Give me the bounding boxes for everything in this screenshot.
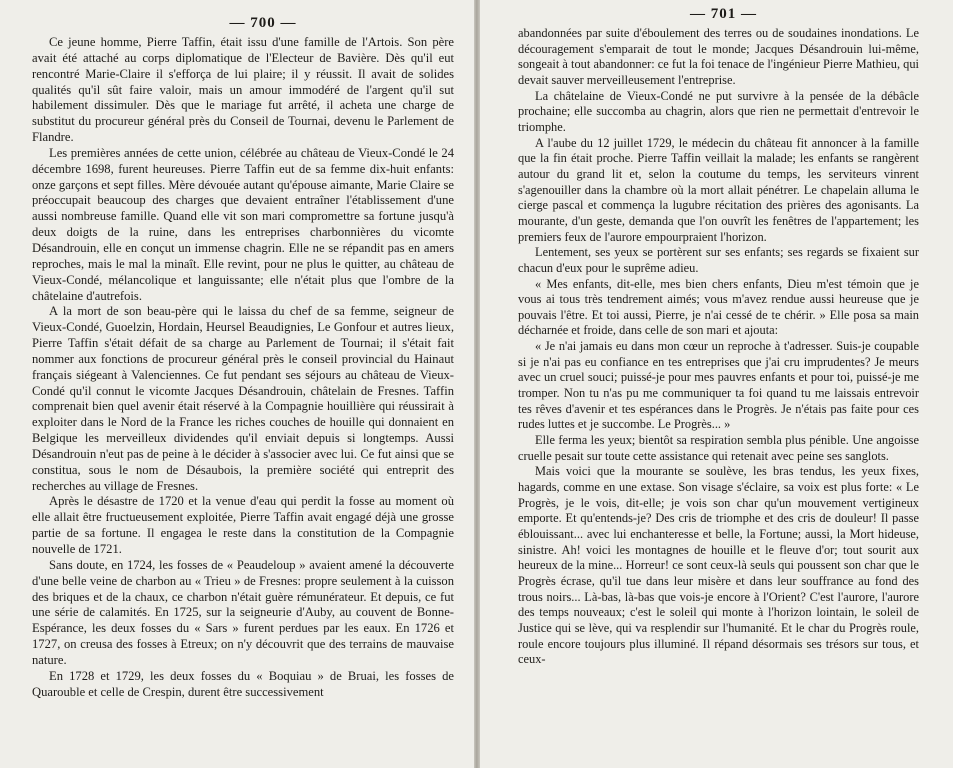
paragraph: A la mort de son beau-père qui le laissa du chef de sa femme, seigneur de Vieux-Condé, Guoelzin, Hordain, Heursel Beaudignies, Le Gonfour et autres lieux, Pierre Taffin s'était défait de sa charge au Parlement de Tournai; il s'était fait nommer aux fonctions de procureur général près le conseil provincial du Hainaut français siégeant à Valenciennes. Ce fut pendant ses séjours au château de Vieux-Condé qu'il connut le vicomte Jacques Désandrouin, châtelain de Fresnes. Taffin comprenait bien quel avenir était réservé à la Compagnie houillière qui réussirait à exploiter dans le Nord de la France les riches couches de houille qui donnaient en Belgique les merveilleux dividendes qu'il enviait depuis si longtemps. Aussi Désandrouin n'eut pas de peine à le décider à s'associer avec lui. Ce fut ainsi que se constitua, sous le nom de Désaubois, la première société qui entreprit des recherches au village de Fresnes. — [32, 304, 454, 493]
paragraph: A l'aube du 12 juillet 1729, le médecin du château fit annoncer à la famille que la fin était proche. Pierre Taffin veillait la malade; les enfants se rangèrent autour du grand lit et, selon la coutume du temps, les serviteurs vinrent s'agenouiller dans la chambre où la mort allait pénétrer. Le chapelain alluma le cierge pascal et commença la lugubre récitation des prières des agonisants. La mourante, d'un geste, demanda que l'on ouvrît les fenêtres de l'appartement; les premiers feux de l'aurore empourpraient l'horizon. — [518, 135, 919, 244]
page-number: — 701 — — [690, 6, 757, 22]
paragraph: Mais voici que la mourante se soulève, les bras tendus, les yeux fixes, hagards, comme en une extase. Son visage s'éclaire, sa voix est plus forte: « Le Progrès, je le vois, dit-elle; je vois son char qu'un mouvement vertigineux emporte. Et qu'entends-je? Des cris de triomphe et des cris de douleur! Il passe éblouissant... avec lui enchanteresse et belle, la Fortune; aussi, la Mort hideuse, sinistre. Ah! voici les montagnes de houille et le fleuve d'or; tout sourit aux heureux de la mine... Horreur! ce sont ceux-là seuls qui poussent son char que le Progrès écrase, qu'il tue dans leur misère et dans leur souffrance au fond des trous noirs... Là-bas, là-bas que vois-je encore à l'Orient? C'est l'aurore, l'aurore des temps nouveaux; c'est le soleil qui monte à l'horizon lointain, le soleil de Justice qui se lève, qui va resplendir sur l'humanité. Et le char du Progrès roule, roule encore toujours plus illuminé. Il répand désormais ses trésors sur tous, et ceux- — [518, 464, 919, 667]
paragraph: Ce jeune homme, Pierre Taffin, était issu d'une famille de l'Artois. Son père avait été attaché au corps diplomatique de l'Electeur de Bavière. Dès qu'il eut rencontré Marie-Claire il s'efforça de lui plaire; il y réussit. Il avait de solides qualités qu'il sût faire valoir, mais un amour immodéré de l'argent qu'il sut habilement dissimuler. Dès que le mariage fut arrêté, il acheta une charge de substitut du procureur général près du Conseil de Tournai, devenu le Parlement de Flandre. — [32, 35, 454, 145]
page-text — [32, 35, 454, 700]
paragraph: « Mes enfants, dit-elle, mes bien chers enfants, Dieu m'est témoin que je vous ai tous très tendrement aimés; vous m'avez rendue aussi heureuse que je pouvais l'être. Et toi aussi, Pierre, je n'ai cessé de te chérir. » Elle posa sa main décharnée et froide, dans celle de son mari et ajouta: — [518, 276, 919, 338]
paragraph: Elle ferma les yeux; bientôt sa respiration sembla plus pénible. Une angoisse cruelle pesait sur toute cette assistance qui retenait avec peine ses sanglots. — [518, 433, 919, 463]
paragraph: Lentement, ses yeux se portèrent sur ses enfants; ses regards se fixaient sur chacun d'eux pour le suprême adieu. — [518, 245, 919, 275]
paragraph: abandonnées par suite d'éboulement des terres ou de soudaines inondations. Le découragement s'emparait de tout le monde; Jacques Désandrouin lui-même, songeait à tout abandonner: ce fut la foi tenace de l'ingénieur Pierre Mathieu, qui devait sauver merveilleusement l'entreprise. — [518, 26, 919, 87]
paragraph: « Je n'ai jamais eu dans mon cœur un reproche à t'adresser. Suis-je coupable si je n'ai pas eu confiance en tes entreprises que j'ai cru imprudentes? Je meurs avec un cruel souci; puissé-je pour mes pauvres enfants et pour toi, puissé-je me tromper. Non tu n'as pu me communiquer ta foi quand tu me laissais entrevoir tes rêves d'avenir et tes espérances dans le Progrès. Je n'étais pas faite pour ces rudes luttes et je succombe. Le Progrès... » — [518, 339, 919, 432]
book-gutter — [474, 0, 480, 768]
left-page — [0, 0, 476, 768]
right-page — [476, 0, 953, 768]
page-text — [518, 26, 919, 668]
paragraph: Après le désastre de 1720 et la venue d'eau qui perdit la fosse au moment où elle allait être fructueusement exploitée, Pierre Taffin avait engagé déjà une grosse partie de sa fortune. Il engagea le reste dans la constitution de la Compagnie nouvelle de 1721. — [32, 494, 454, 556]
paragraph: En 1728 et 1729, les deux fosses du « Boquiau » de Bruai, les fosses de Quarouble et celle de Crespin, durent être successivement — [32, 668, 454, 699]
paragraph: Les premières années de cette union, célébrée au château de Vieux-Condé le 24 décembre 1698, furent heureuses. Pierre Taffin eut de sa femme dix-huit enfants: onze garçons et sept filles. Mère dévouée autant qu'épouse aimante, Marie Claire se préoccupait beaucoup des charges que devaient entraîner l'établissement d'une aussi nombreuse famille. Quand elle vit son mari compromettre sa fortune jusqu'à deux doigts de la ruine, dans les entreprises charbonnières du vicomte Désandrouin, elle en conçut un immense chagrin. Elle ne se répandit pas en amers reproches, mais le mal la minaît. Elle revint, pour ne plus le quitter, au château de Vieux-Condé, mélancolique et languissante; elle n'était plus que l'ombre de la châtelaine d'autrefois. — [32, 145, 454, 303]
paragraph: La châtelaine de Vieux-Condé ne put survivre à la pensée de la débâcle prochaine; elle succomba au chagrin, alors que rien ne permettait d'entrevoir le triomphe. — [518, 88, 919, 134]
page-number: — 700 — — [229, 15, 297, 31]
paragraph: Sans doute, en 1724, les fosses de « Peaudeloup » avaient amené la découverte d'une belle veine de charbon au « Trieu » de Fresnes: propre seulement à la cuisson des briques et de la chaux, ce charbon n'était guère rémunérateur. Et depuis, ce fut une série de calamités. En 1725, sur la seigneurie d'Auby, au couvent de Bonne-Espérance, les deux fosses du « Sars » furent perdues par les eaux. En 1726 et 1727, on creusa des fosses à Etreux; on n'y découvrit que des terrains de mauvaise nature. — [32, 557, 454, 667]
